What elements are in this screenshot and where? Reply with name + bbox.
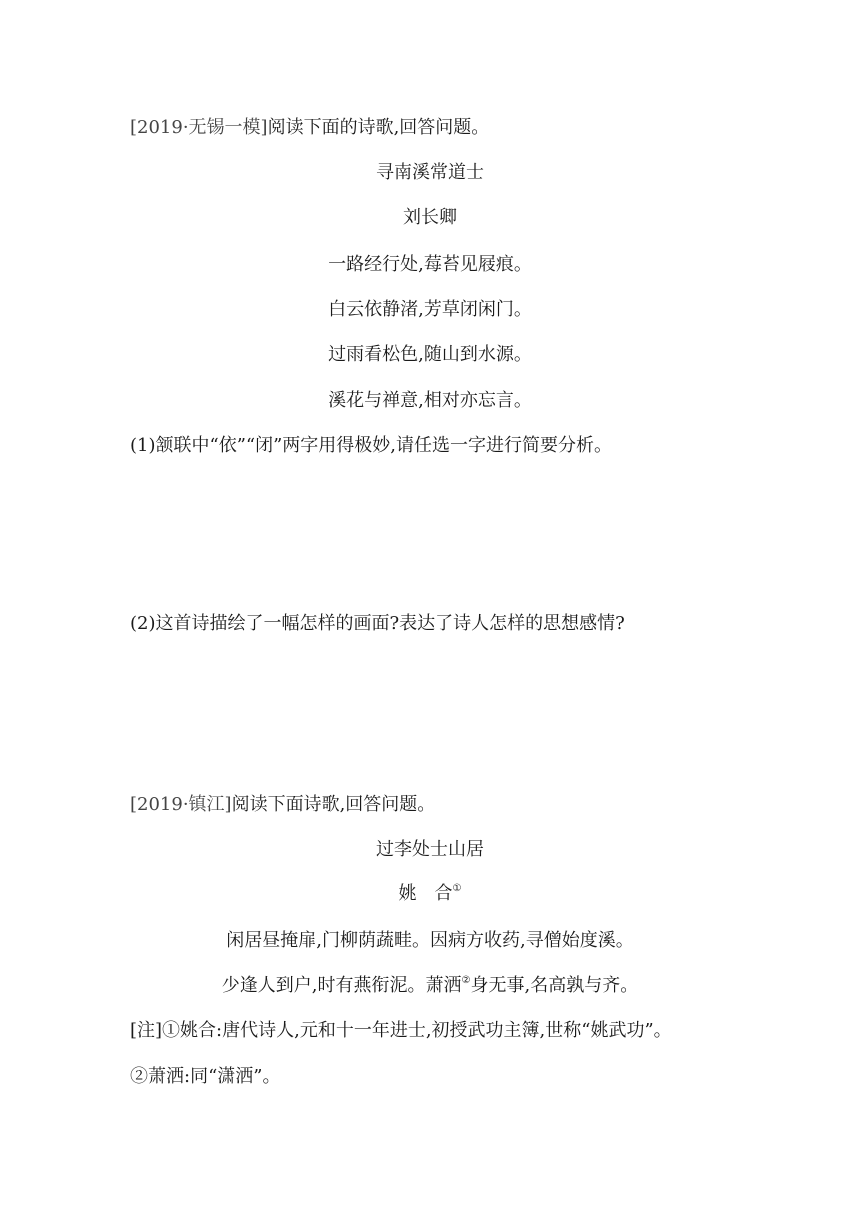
poem-line: 白云依静渚,芳草闭闲门。 (328, 299, 532, 320)
poem-title: 寻南溪常道士 (376, 162, 484, 183)
source-tag: [2019·无锡一模] (130, 117, 268, 138)
question-2-intro (130, 793, 435, 817)
poem-line: 闲居昼掩扉,门柳荫蔬畦。因病方收药,寻僧始度溪。 (226, 930, 634, 951)
footnote-1: [注]①姚合:唐代诗人,元和十一年进士,初授武功主簿,世称“姚武功”。 (130, 1020, 672, 1041)
source-tag: [2019·镇江] (130, 794, 232, 815)
question-1-2: (2)这首诗描绘了一幅怎样的画面?表达了诗人怎样的思想感情? (130, 613, 625, 634)
poem-line: 少逢人到户,时有燕衔泥。萧洒②身无事,名高孰与齐。 (221, 975, 639, 996)
intro-text: 阅读下面的诗歌,回答问题。 (267, 117, 490, 138)
footnote-2: ②萧洒:同“潇洒”。 (130, 1066, 281, 1087)
poet-name: 姚 合① (398, 883, 462, 904)
poet-name: 刘长卿 (403, 207, 457, 228)
question-1-intro (130, 116, 489, 140)
poem-line: 一路经行处,莓苔见屐痕。 (328, 254, 532, 275)
footnote-marker: ① (452, 883, 462, 894)
poem-title: 过李处士山居 (376, 839, 484, 860)
poem-line: 溪花与禅意,相对亦忘言。 (328, 390, 532, 411)
question-1-1: (1)颔联中“依”“闭”两字用得极妙,请任选一字进行简要分析。 (130, 435, 613, 456)
intro-text: 阅读下面诗歌,回答问题。 (231, 794, 436, 815)
footnote-marker: ② (461, 975, 471, 986)
poem-line: 过雨看松色,随山到水源。 (328, 344, 532, 365)
